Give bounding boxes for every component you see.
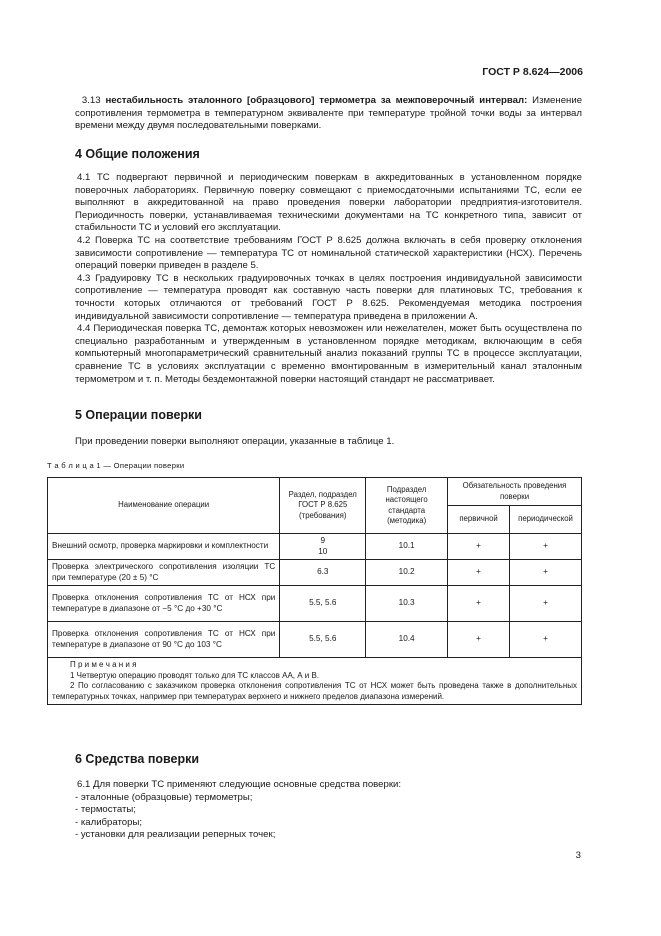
paragraph-4-3: 4.3 Градуировку ТС в нескольких градуировочных точках в целях построения индивидуальной зависимости сопротивление — температура проводят как составную часть поверки для платиновых ТС, требования к точности которых отличаются от требований ГОСТ Р 8.625. Рекомендуемая методика построения индивидуальной зависимости сопротивление — температура приведена в приложении А. [75,272,582,322]
doc-code-header: ГОСТ Р 8.624—2006 [482,66,583,78]
table-row: Проверка электрического сопротивления изоляции ТС при температуре (20 ± 5) °С 6.3 10.2 + + [48,560,582,586]
definition-text: Изменение сопротивления термометра в температурном эквиваленте при температуре тройной точки воды за интервал времени между двумя последовательными поверками. [75,95,583,132]
paragraph-4-2: 4.2 Поверка ТС на соответствие требованиям ГОСТ Р 8.625 должна включать в себя проверку отклонения зависимости сопротивление — температура ТС от номинальной статической характеристики (НСХ). Перечень операций поверки приведен в разделе 5. [75,234,582,272]
section-4-body [75,172,582,386]
definition-term: нестабильность эталонного [образцового] термометра за межповерочный интервал: [105,95,528,106]
operations-table [47,477,582,705]
definition-3-13 [75,95,582,133]
col-header-section: Раздел, подраздел ГОСТ Р 8.625 (требования) [280,478,366,534]
list-item: - термостаты; [75,804,136,816]
table-caption: Т а б л и ц а 1 — Операции поверки [47,461,185,470]
table-row: Проверка отклонения сопротивления ТС от НСХ при температуре в диапазоне от −5 °С до +30 °С 5.5, 5.6 10.3 + + [48,586,582,622]
table-notes-row [48,658,582,705]
section-6-body [75,779,582,842]
paragraph-4-4: 4.4 Периодическая поверка ТС, демонтаж которых невозможен или нежелателен, может быть осуществлена по специально разработанным и утвержденным в установленном порядке методикам, включающим в себя компьютерный многопараметрический сравнительный анализ показаний группы ТС в процессе эксплуатации, сравнение ТС в условиях эксплуатации с временно вмонтированным в измерительный канал эталонным термометром и т. п. Методы бездемонтажной поверки настоящий стандарт не рассматривает. [75,323,582,385]
page-number: 3 [575,850,581,861]
paragraph-6-1: 6.1 Для поверки ТС применяют следующие основные средства поверки: [77,779,402,790]
section-4-title: 4 Общие положения [75,147,200,161]
table-row: Проверка отклонения сопротивления ТС от НСХ при температуре в диапазоне от 90 °С до 103 °С 5.5, 5.6 10.4 + + [48,622,582,658]
note-2: 2 По согласованию с заказчиком проверка отклонения сопротивления ТС от НСХ может быть проведена также в дополнительных температурных точках, например при температурах верхнего и нижнего пределов диапазона измерений. [52,681,577,701]
list-item: - установки для реализации реперных точек; [75,829,276,841]
notes-title: П р и м е ч а н и я [70,660,137,669]
list-item: - калибраторы; [75,816,143,828]
paragraph-4-1: 4.1 ТС подвергают первичной и периодическим поверкам в аккредитованных в установленном порядке поверочных лабораториях. Первичную поверку совмещают с приемосдаточными испытаниями ТС, если ее выполняют в аккредитованной на право проведения поверки лаборатории предприятия-изготовителя. Периодичность поверки, устанавливаемая техническими документами на ТС конкретного типа, зависит от стабильности ТС и условий его эксплуатации. [75,172,582,234]
col-header-name: Наименование операции [48,478,280,534]
col-header-mandatory: Обязательность проведения поверки [448,478,582,506]
col-header-primary: первичной [448,506,510,534]
section-5-title: 5 Операции поверки [75,408,202,422]
col-header-periodic: периодической [510,506,582,534]
section-6-title: 6 Средства поверки [75,752,200,766]
definition-number: 3.13 [81,95,101,106]
list-item: - эталонные (образцовые) термометры; [75,791,253,803]
section-5-intro: При проведении поверки выполняют операции, указанные в таблице 1. [75,436,395,447]
col-header-subsection: Подраздел настоящего стандарта (методика) [366,478,448,534]
note-1: 1 Четвертую операцию проводят только для ТС классов АА, А и В. [70,670,320,680]
table-row: Внешний осмотр, проверка маркировки и комплектности 9 10 10.1 + + [48,534,582,560]
